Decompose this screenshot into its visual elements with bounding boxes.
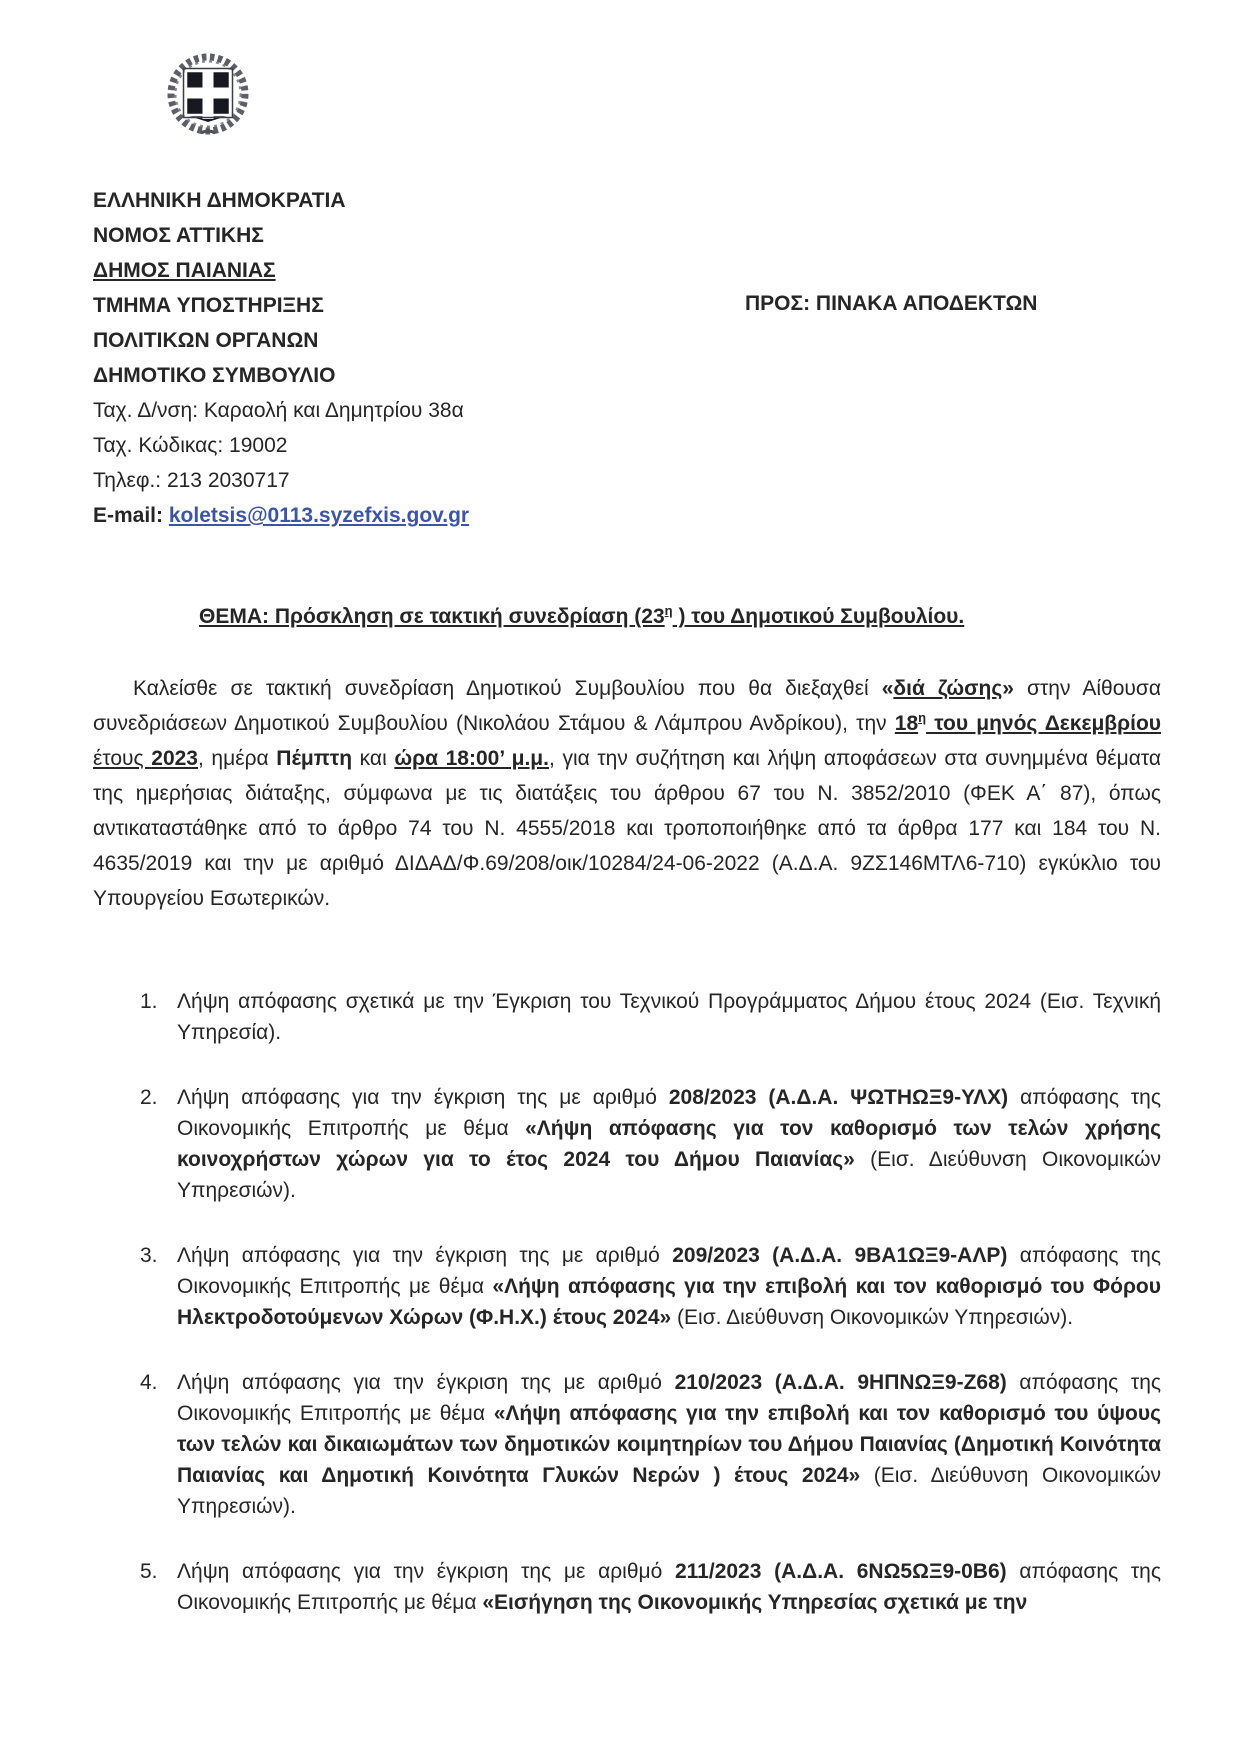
org-line-department-2: ΠΟΛΙΤΙΚΩΝ ΟΡΓΑΝΩΝ [93,329,319,352]
item-number: 4. [140,1371,158,1394]
agenda-list [140,986,1161,1652]
postal-code-line: Ταχ. Κώδικας: 19002 [93,434,288,457]
item-text: Λήψη απόφασης για την έγκριση της με αριθμό 211/2023 (Α.Δ.Α. 6ΝΩ5ΩΞ9-0Β6) απόφασης της Οικονομικής Επιτροπής με θέμα «Εισήγηση της Οικονομικής Υπηρεσίας σχετικά με την [177,1560,1161,1614]
item-text: Λήψη απόφασης για την έγκριση της με αριθμό 209/2023 (Α.Δ.Α. 9ΒΑ1ΩΞ9-ΑΛΡ) απόφασης της Οικονομικής Επιτροπής με θέμα «Λήψη απόφασης για την επιβολή και τον καθορισμό του Φόρου Ηλεκτροδοτούμενων Χώρων (Φ.Η.Χ.) έτους 2024» (Εισ. Διεύθυνση Οικονομικών Υπηρεσιών). [177,1244,1161,1329]
item-number: 5. [140,1560,158,1583]
item-number: 3. [140,1244,158,1267]
item-text: Λήψη απόφασης για την έγκριση της με αριθμό 208/2023 (Α.Δ.Α. ΨΩΤΗΩΞ9-ΥΛΧ) απόφασης της Οικονομικής Επιτροπής με θέμα «Λήψη απόφασης για τον καθορισμό των τελών χρήσης κοινοχρήστων χώρων για το έτος 2024 του Δήμου Παιανίας» (Εισ. Διεύθυνση Οικονομικών Υπηρεσιών). [177,1086,1161,1202]
agenda-item-2 [140,1082,1161,1206]
org-line-department: ΤΜΗΜΑ ΥΠΟΣΤΗΡΙΞΗΣ [93,294,324,317]
agenda-item-5 [140,1556,1161,1618]
email-label: E-mail: [93,504,169,527]
subject-line: ΘΕΜΑ: Πρόσκληση σε τακτική συνεδρίαση ($23^\eta$ ) του Δημοτικού Συμβουλίου. [199,603,965,628]
intro-paragraph: Καλείσθε σε τακτική συνεδρίαση Δημοτικού Συμβουλίου που θα διεξαχθεί «διά ζώσης» στην Αίθουσα συνεδριάσεων Δημοτικού Συμβουλίου (Νικολάου Στάμου & Λάμπρου Ανδρίκου), την $18^\eta$ του μηνός Δεκεμβρίου έτους 2023, ημέρα Πέμπτη και ώρα 18:00’ μ.μ., για την συζήτηση και λήψη αποφάσεων στα συνημμένα θέματα της ημερήσιας διάταξης, σύμφωνα με τις διατάξεις του άρθρου 67 του Ν. 3852/2010 (ΦΕΚ Α΄ 87), όπως αντικαταστάθηκε από το άρθρο 74 του Ν. 4555/2018 και τροποποιήθηκε από τα άρθρα 177 και 184 του Ν. 4635/2019 και την με αριθμό ΔΙΔΑΔ/Φ.69/208/οικ/10284/24-06-2022 (Α.Δ.Α. 9ΖΣ146ΜΤΛ6-710) εγκύκλιο του Υπουργείου Εσωτερικών. [93,677,1162,910]
sender-block [93,183,469,533]
item-text: Λήψη απόφασης σχετικά με την Έγκριση του Τεχνικού Προγράμματος Δήμου έτους 2024 (Εισ. Τεχνική Υπηρεσία). [177,990,1161,1044]
agenda-item-3 [140,1240,1161,1333]
item-number: 1. [140,990,158,1013]
org-line-municipality: ΔΗΜΟΣ ΠΑΙΑΝΙΑΣ [93,259,276,282]
email-link[interactable]: koletsis@0113.syzefxis.gov.gr [168,504,470,527]
item-text: Λήψη απόφασης για την έγκριση της με αριθμό 210/2023 (Α.Δ.Α. 9ΗΠΝΩΞ9-Ζ68) απόφασης της Οικονομικής Επιτροπής με θέμα «Λήψη απόφασης για την επιβολή και τον καθορισμό του ύψους των τελών και δικαιωμάτων των δημοτικών κοιμητηρίων του Δήμου Παιανίας (Δημοτική Κοινότητα Παιανίας και Δημοτική Κοινότητα Γλυκών Νερών ) έτους 2024» (Εισ. Διεύθυνση Οικονομικών Υπηρεσιών). [177,1371,1162,1518]
greek-national-emblem-icon [157,48,259,142]
item-number: 2. [140,1086,158,1109]
recipient-line: ΠΡΟΣ: ΠΙΝΑΚΑ ΑΠΟΔΕΚΤΩΝ [745,292,1038,315]
phone-line: Τηλεφ.: 213 2030717 [93,469,290,492]
org-line-council: ΔΗΜΟΤΙΚΟ ΣΥΜΒΟΥΛΙΟ [93,364,336,387]
org-line-republic: ΕΛΛΗΝΙΚΗ ΔΗΜΟΚΡΑΤΙΑ [93,189,346,212]
postal-address-line: Ταχ. Δ/νση: Καραολή και Δημητρίου 38α [93,399,464,422]
agenda-item-1 [140,986,1161,1048]
agenda-item-4 [140,1367,1161,1522]
org-line-prefecture: ΝΟΜΟΣ ΑΤΤΙΚΗΣ [93,224,264,247]
email-line [93,498,469,533]
